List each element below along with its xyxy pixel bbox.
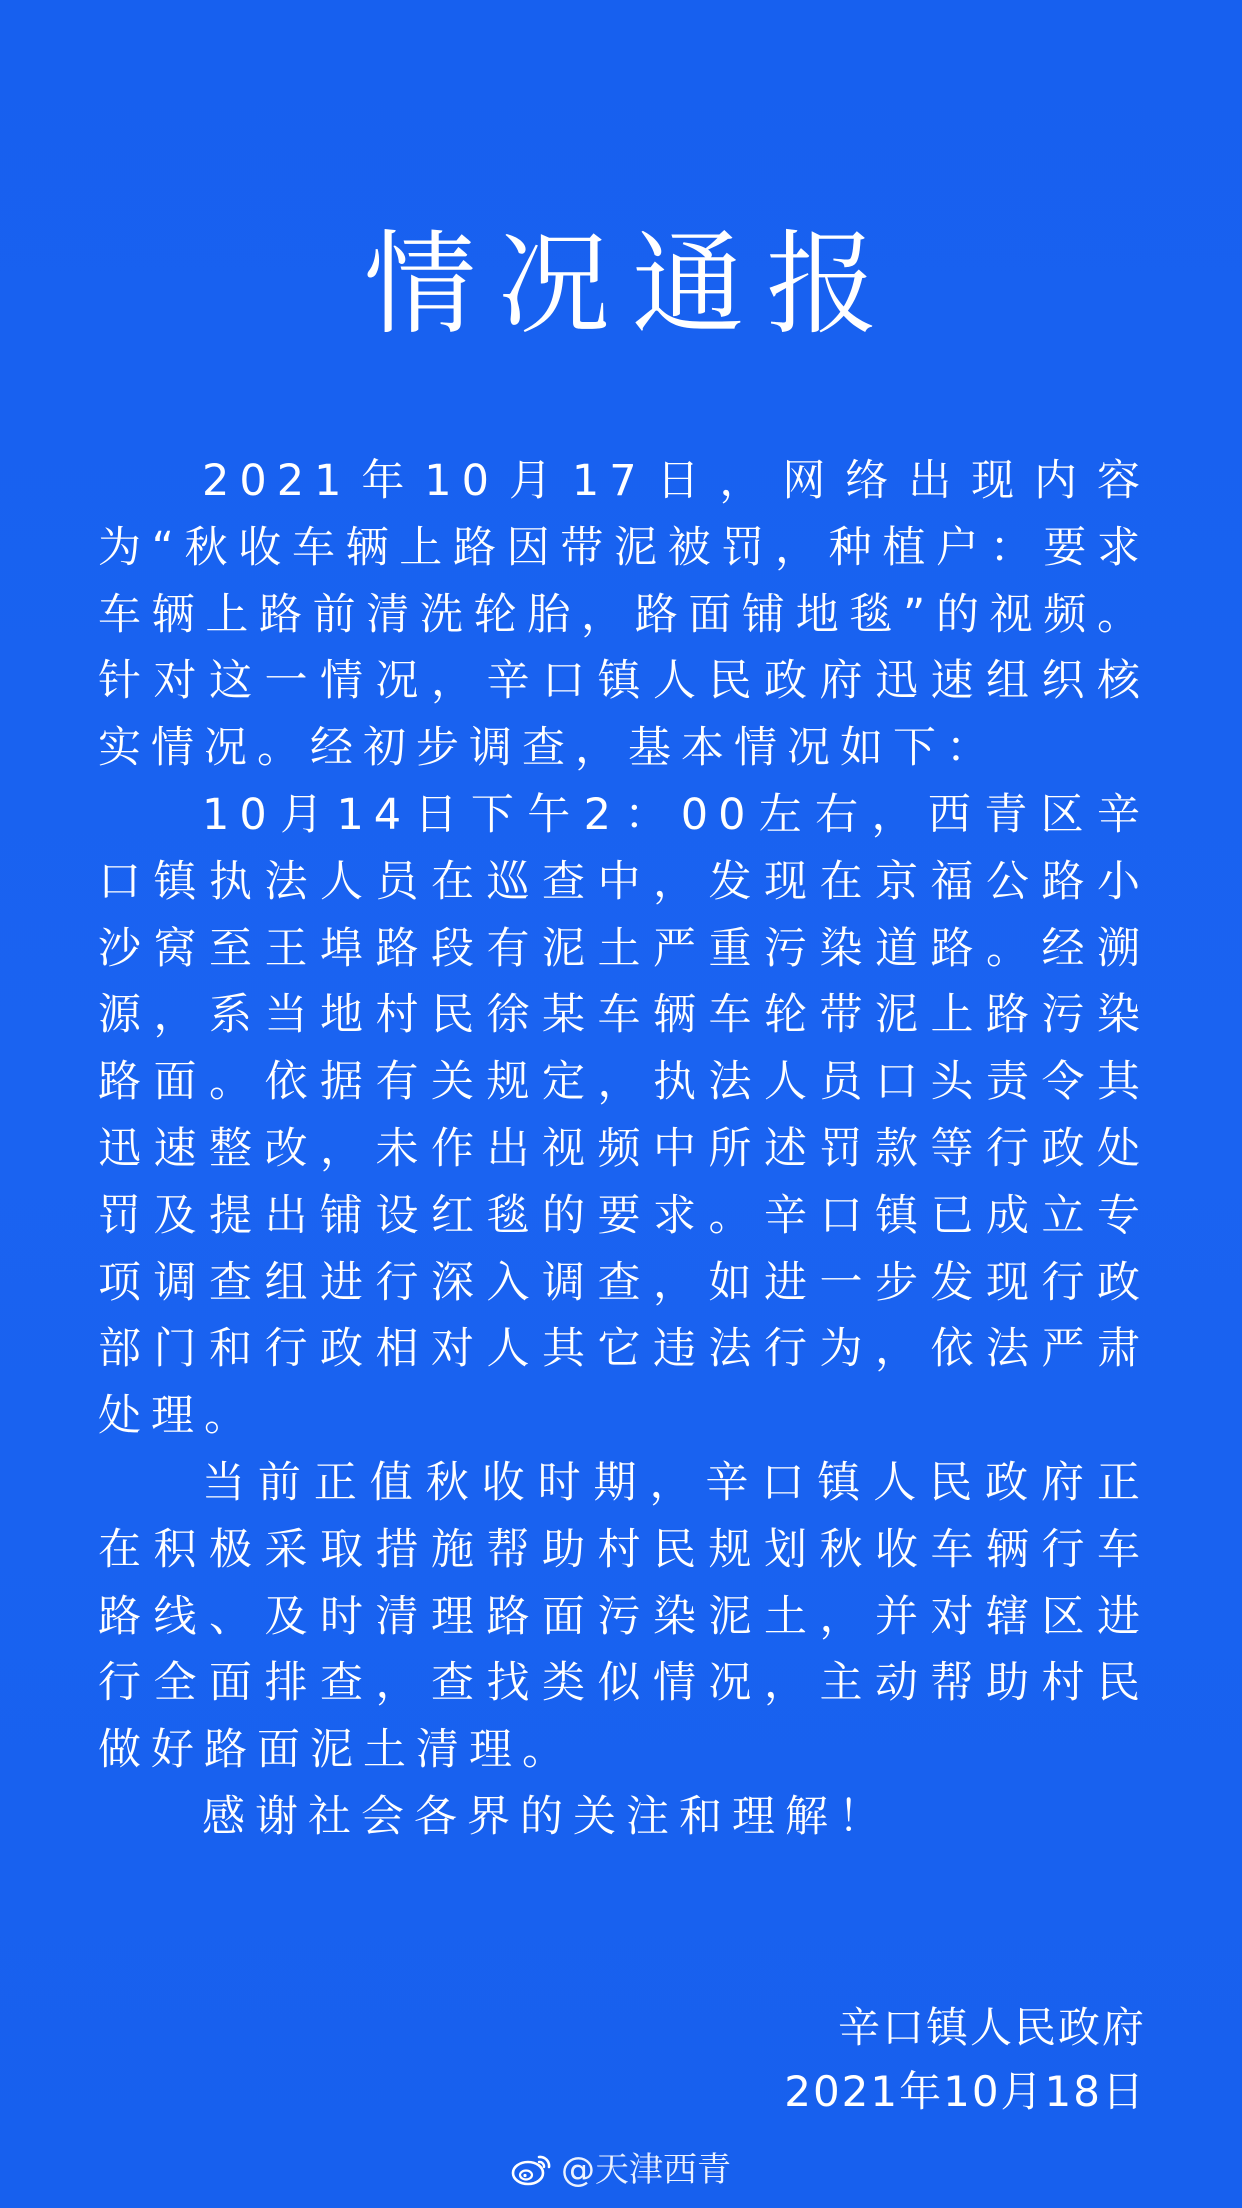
watermark-text: @天津西青 [561, 2150, 731, 2190]
paragraph-measures: 当前正值秋收时期，辛口镇人民政府正在积极采取措施帮助村民规划秋收车辆行车路线、及时清理路面污染泥土，并对辖区进行全面排查，查找类似情况，主动帮助村民做好路面泥土清理。 [98, 1457, 1150, 1776]
paragraph-intro: 2021年10月17日，网络出现内容为“秋收车辆上路因带泥被罚，种植户：要求车辆上路前清洗轮胎，路面铺地毯”的视频。针对这一情况，辛口镇人民政府迅速组织核实情况。经初步调查，基本情况如下： [98, 456, 1150, 774]
weibo-icon [511, 2151, 553, 2187]
paragraph-thanks: 感谢社会各界的关注和理解！ [202, 1791, 891, 1842]
signature-block [784, 1996, 1146, 2124]
signature-org: 辛口镇人民政府 [837, 2003, 1146, 2052]
weibo-watermark [0, 2148, 1242, 2192]
notice-body [98, 448, 1150, 1851]
paragraph-details: 10月14日下午2：00左右，西青区辛口镇执法人员在巡查中，发现在京福公路小沙窝至王埠路段有泥土严重污染道路。经溯源，系当地村民徐某车辆车轮带泥上路污染路面。依据有关规定，执法人员口头责令其迅速整改，未作出视频中所述罚款等行政处罚及提出铺设红毯的要求。辛口镇已成立专项调查组进行深入调查，如进一步发现行政部门和行政相对人其它违法行为，依法严肃处理。 [98, 789, 1150, 1442]
notice-title: 情况通报 [364, 220, 900, 350]
signature-date: 2021年10月18日 [784, 2067, 1146, 2116]
